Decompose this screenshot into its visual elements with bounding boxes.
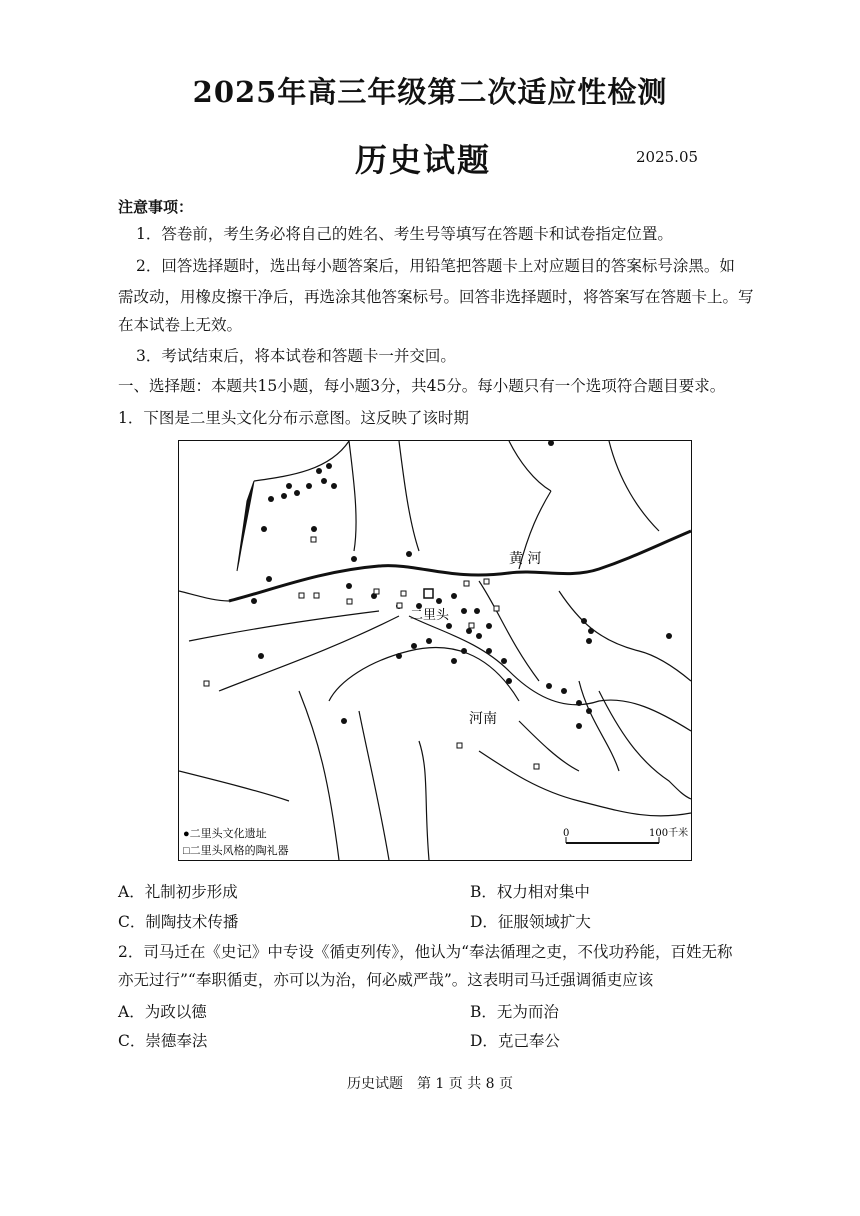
q2-option-d[interactable]: D．克己奉公: [470, 1032, 560, 1050]
notes-heading: 注意事项：: [118, 198, 194, 216]
section-heading: 一、选择题：本题共15小题，每小题3分，共45分。每小题只有一个选项符合题目要求。: [118, 377, 726, 395]
exam-date: 2025.05: [636, 148, 699, 166]
note-item-1: 1．答卷前，考生务必将自己的姓名、考生号等填写在答题卡和试卷指定位置。: [136, 225, 673, 243]
note-item-3: 3．考试结束后，将本试卷和答题卡一并交回。: [136, 347, 456, 365]
q2-option-c[interactable]: C．崇德奉法: [118, 1032, 208, 1050]
river-west-thick: [237, 481, 254, 571]
q1-stem: 1．下图是二里头文化分布示意图。这反映了该时期: [118, 409, 469, 427]
subject-title: 历史试题: [355, 141, 492, 179]
legend-dot: ●二里头文化遗址: [183, 828, 267, 840]
q2-option-b[interactable]: B．无为而治: [470, 1003, 559, 1021]
note-item-2c: 在本试卷上无效。: [118, 316, 243, 334]
note-item-2a: 2．回答选择题时，选出每小题答案后，用铅笔把答题卡上对应题目的答案标号涂黑。如: [136, 257, 735, 275]
site-dots: [251, 441, 672, 729]
scale-end: 100千米: [649, 828, 689, 839]
label-henan: 河南: [469, 711, 497, 727]
q1-option-c[interactable]: C．制陶技术传播: [118, 913, 239, 931]
scale-zero: 0: [563, 828, 570, 839]
erlitou-map: [178, 440, 692, 861]
q2-stem-line2: 亦无过行”“奉职循吏，亦可以为治，何必威严哉”。这表明司马迁强调循吏应该: [118, 971, 654, 989]
exam-title: 2025年高三年级第二次适应性检测: [192, 75, 668, 109]
map-svg: [179, 441, 691, 860]
scale-bar: [563, 826, 688, 843]
yellow-river: [229, 531, 691, 601]
q1-option-b[interactable]: B．权力相对集中: [470, 883, 590, 901]
page-footer: 历史试题 第 1 页 共 8 页: [346, 1076, 514, 1092]
q2-option-a[interactable]: A．为政以德: [118, 1003, 207, 1021]
q2-stem-line1: 2．司马迁在《史记》中专设《循吏列传》，他认为“奉法循理之吏，不伐功矜能，百姓无称: [118, 943, 733, 961]
legend-square: □二里头风格的陶礼器: [183, 845, 289, 857]
label-erlitou: 二里头: [410, 608, 450, 623]
q1-option-d[interactable]: D．征服领域扩大: [470, 913, 591, 931]
note-item-2b: 需改动，用橡皮擦干净后，再选涂其他答案标号。回答非选择题时，将答案写在答题卡上。写: [118, 288, 754, 306]
rivers: [179, 441, 691, 860]
q1-option-a[interactable]: A．礼制初步形成: [118, 883, 238, 901]
label-yellow-river: 黄 河: [509, 551, 542, 567]
